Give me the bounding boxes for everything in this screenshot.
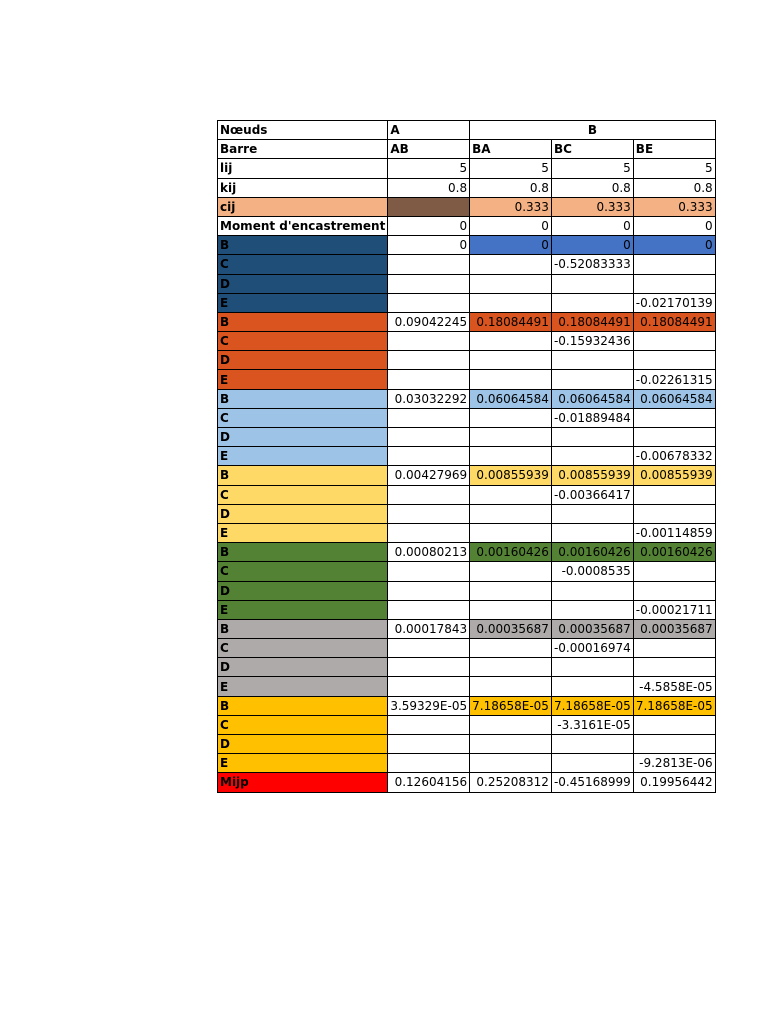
cell-ba[interactable]	[470, 523, 552, 542]
cell-bc[interactable]	[551, 274, 633, 293]
cell-be[interactable]: -0.00678332	[633, 447, 715, 466]
cell-ba[interactable]: 0.00855939	[470, 466, 552, 485]
cell-ab[interactable]: 0.09042245	[388, 312, 470, 331]
table-row	[218, 312, 716, 331]
cell-ab[interactable]	[388, 255, 470, 274]
row-label[interactable]: E	[218, 370, 388, 389]
moment-distribution-table	[217, 120, 716, 793]
cell-bc[interactable]: -3.3161E-05	[551, 715, 633, 734]
table-row	[218, 696, 716, 715]
cell-ba[interactable]: 0	[470, 236, 552, 255]
cell-bc[interactable]	[551, 447, 633, 466]
cell-be[interactable]	[633, 332, 715, 351]
cell-ba[interactable]: 7.18658E-05	[470, 696, 552, 715]
cell-bar-ab[interactable]: AB	[388, 140, 470, 159]
row-label[interactable]: C	[218, 485, 388, 504]
cell-be[interactable]	[633, 639, 715, 658]
row-label[interactable]: D	[218, 658, 388, 677]
cell-ab[interactable]	[388, 504, 470, 523]
row-label[interactable]: C	[218, 639, 388, 658]
cell-ab[interactable]: 0.12604156	[388, 773, 470, 792]
cell-ba[interactable]	[470, 715, 552, 734]
cell-ba[interactable]	[470, 735, 552, 754]
row-label[interactable]: E	[218, 754, 388, 773]
cell-ab[interactable]: 3.59329E-05	[388, 696, 470, 715]
cell-ab[interactable]	[388, 658, 470, 677]
cell-bc[interactable]	[551, 428, 633, 447]
row-label[interactable]: B	[218, 696, 388, 715]
row-label[interactable]: B	[218, 619, 388, 638]
cell-bc[interactable]: 0.00160426	[551, 543, 633, 562]
cell-ba[interactable]	[470, 428, 552, 447]
cell-bc[interactable]	[551, 600, 633, 619]
row-label[interactable]: D	[218, 274, 388, 293]
cell-be[interactable]: 0.00855939	[633, 466, 715, 485]
cell-ab[interactable]	[388, 581, 470, 600]
cell-be[interactable]: 0.00035687	[633, 619, 715, 638]
row-label[interactable]: D	[218, 504, 388, 523]
cell-be[interactable]	[633, 735, 715, 754]
header-row-bars	[218, 140, 716, 159]
cell-bc[interactable]: -0.00016974	[551, 639, 633, 658]
cell-ba[interactable]	[470, 408, 552, 427]
cell-bc[interactable]: -0.15932436	[551, 332, 633, 351]
cell-bc[interactable]	[551, 658, 633, 677]
cell-ba[interactable]	[470, 293, 552, 312]
cell-ab[interactable]: 0.8	[388, 178, 470, 197]
header-row-nodes	[218, 121, 716, 140]
row-label[interactable]: E	[218, 677, 388, 696]
cell-ba[interactable]: 0.06064584	[470, 389, 552, 408]
cell-ab[interactable]	[388, 293, 470, 312]
row-label[interactable]: B	[218, 236, 388, 255]
cell-be[interactable]: -0.02170139	[633, 293, 715, 312]
cell-bc[interactable]	[551, 351, 633, 370]
table-row	[218, 370, 716, 389]
cell-be[interactable]	[633, 274, 715, 293]
row-label[interactable]: B	[218, 389, 388, 408]
cell-be[interactable]: 0	[633, 216, 715, 235]
cell-ab[interactable]	[388, 600, 470, 619]
table-row	[218, 523, 716, 542]
cell-ab[interactable]	[388, 677, 470, 696]
cell-ba[interactable]: 0.00035687	[470, 619, 552, 638]
cell-be[interactable]: -0.00021711	[633, 600, 715, 619]
cell-be[interactable]: -0.02261315	[633, 370, 715, 389]
table-row	[218, 639, 716, 658]
cell-bar-be[interactable]: BE	[633, 140, 715, 159]
table-row	[218, 351, 716, 370]
cell-ab[interactable]: 0.03032292	[388, 389, 470, 408]
table-row	[218, 677, 716, 696]
cell-ba[interactable]: 0	[470, 216, 552, 235]
row-label[interactable]: E	[218, 293, 388, 312]
row-label[interactable]: D	[218, 428, 388, 447]
cell-bc[interactable]: 0.06064584	[551, 389, 633, 408]
table-row	[218, 773, 716, 792]
cell-ba[interactable]	[470, 639, 552, 658]
cell-be[interactable]	[633, 485, 715, 504]
cell-bc[interactable]: 0.8	[551, 178, 633, 197]
cell-ab[interactable]	[388, 351, 470, 370]
table-row	[218, 216, 716, 235]
table-row	[218, 619, 716, 638]
cell-be[interactable]: -0.00114859	[633, 523, 715, 542]
cell-node-a[interactable]: A	[388, 121, 470, 140]
cell-be[interactable]	[633, 428, 715, 447]
row-label[interactable]: E	[218, 600, 388, 619]
cell-be[interactable]: 0.00160426	[633, 543, 715, 562]
cell-bc[interactable]: 0.00855939	[551, 466, 633, 485]
cell-ba[interactable]	[470, 504, 552, 523]
cell-be[interactable]: 0	[633, 236, 715, 255]
cell-barre-label[interactable]: Barre	[218, 140, 388, 159]
cell-ba[interactable]	[470, 370, 552, 389]
cell-bc[interactable]: -0.0008535	[551, 562, 633, 581]
cell-ab[interactable]	[388, 370, 470, 389]
cell-ab[interactable]	[388, 274, 470, 293]
row-label[interactable]: D	[218, 735, 388, 754]
cell-be[interactable]	[633, 658, 715, 677]
cell-bc[interactable]: -0.52083333	[551, 255, 633, 274]
cell-node-b[interactable]: B	[470, 121, 716, 140]
table-row	[218, 293, 716, 312]
cell-ba[interactable]: 0.25208312	[470, 773, 552, 792]
row-label[interactable]: B	[218, 543, 388, 562]
cell-ab[interactable]	[388, 562, 470, 581]
cell-ba[interactable]	[470, 581, 552, 600]
table-row	[218, 504, 716, 523]
cell-ab[interactable]	[388, 408, 470, 427]
cell-ab[interactable]: 0.00017843	[388, 619, 470, 638]
row-label[interactable]: C	[218, 255, 388, 274]
cell-be[interactable]	[633, 255, 715, 274]
cell-bc[interactable]	[551, 370, 633, 389]
cell-ba[interactable]: 0.18084491	[470, 312, 552, 331]
cell-ab[interactable]	[388, 523, 470, 542]
cell-bar-bc[interactable]: BC	[551, 140, 633, 159]
cell-ba[interactable]	[470, 255, 552, 274]
cell-ab[interactable]: 0.00080213	[388, 543, 470, 562]
cell-ab[interactable]	[388, 197, 470, 216]
cell-bc[interactable]: 5	[551, 159, 633, 178]
cell-ab[interactable]: 0.00427969	[388, 466, 470, 485]
cell-bc[interactable]: 0.00035687	[551, 619, 633, 638]
cell-ab[interactable]: 5	[388, 159, 470, 178]
cell-bc[interactable]: -0.45168999	[551, 773, 633, 792]
row-label[interactable]: D	[218, 351, 388, 370]
row-label[interactable]: B	[218, 466, 388, 485]
table-row	[218, 408, 716, 427]
row-label[interactable]: Moment d'encastrement	[218, 216, 388, 235]
cell-ba[interactable]	[470, 754, 552, 773]
cell-ba[interactable]	[470, 562, 552, 581]
cell-ab[interactable]	[388, 715, 470, 734]
row-label[interactable]: E	[218, 447, 388, 466]
row-label[interactable]: C	[218, 715, 388, 734]
cell-bc[interactable]: 0	[551, 236, 633, 255]
cell-be[interactable]	[633, 351, 715, 370]
row-label[interactable]: C	[218, 332, 388, 351]
cell-ba[interactable]: 5	[470, 159, 552, 178]
table-row	[218, 715, 716, 734]
cell-bc[interactable]	[551, 523, 633, 542]
cell-ab[interactable]	[388, 485, 470, 504]
row-label[interactable]: B	[218, 312, 388, 331]
table-row	[218, 735, 716, 754]
table-row	[218, 197, 716, 216]
cell-be[interactable]	[633, 715, 715, 734]
cell-ba[interactable]	[470, 658, 552, 677]
cell-be[interactable]	[633, 562, 715, 581]
cell-bc[interactable]	[551, 677, 633, 696]
cell-ab[interactable]	[388, 332, 470, 351]
table-row	[218, 159, 716, 178]
table-row	[218, 447, 716, 466]
table-row	[218, 658, 716, 677]
cell-bc[interactable]	[551, 735, 633, 754]
cell-be[interactable]: -4.5858E-05	[633, 677, 715, 696]
cell-ab[interactable]	[388, 447, 470, 466]
cell-ab[interactable]	[388, 754, 470, 773]
table-row	[218, 236, 716, 255]
cell-be[interactable]: 0.06064584	[633, 389, 715, 408]
table-row	[218, 754, 716, 773]
cell-ab[interactable]	[388, 735, 470, 754]
cell-noeuds-label[interactable]: Nœuds	[218, 121, 388, 140]
row-label[interactable]: D	[218, 581, 388, 600]
row-label[interactable]: C	[218, 562, 388, 581]
cell-bc[interactable]: 0	[551, 216, 633, 235]
cell-ba[interactable]	[470, 600, 552, 619]
cell-be[interactable]: 0.8	[633, 178, 715, 197]
row-label[interactable]: E	[218, 523, 388, 542]
cell-ab[interactable]: 0	[388, 236, 470, 255]
cell-ab[interactable]: 0	[388, 216, 470, 235]
table-row	[218, 485, 716, 504]
table-row	[218, 562, 716, 581]
cell-ba[interactable]: 0.8	[470, 178, 552, 197]
cell-be[interactable]	[633, 504, 715, 523]
cell-be[interactable]: 5	[633, 159, 715, 178]
table-row	[218, 332, 716, 351]
cell-be[interactable]: -9.2813E-06	[633, 754, 715, 773]
cell-ba[interactable]	[470, 677, 552, 696]
row-label[interactable]: C	[218, 408, 388, 427]
cell-ab[interactable]	[388, 428, 470, 447]
table-row	[218, 274, 716, 293]
table-row	[218, 581, 716, 600]
cell-bc[interactable]	[551, 293, 633, 312]
cell-ba[interactable]: 0.333	[470, 197, 552, 216]
table-row	[218, 389, 716, 408]
cell-ba[interactable]	[470, 351, 552, 370]
cell-be[interactable]: 0.18084491	[633, 312, 715, 331]
table-row	[218, 178, 716, 197]
cell-ba[interactable]	[470, 485, 552, 504]
cell-be[interactable]: 0.333	[633, 197, 715, 216]
cell-bc[interactable]	[551, 754, 633, 773]
cell-bc[interactable]: 0.18084491	[551, 312, 633, 331]
cell-bc[interactable]	[551, 504, 633, 523]
cell-be[interactable]	[633, 581, 715, 600]
row-label[interactable]: cij	[218, 197, 388, 216]
cell-bc[interactable]: -0.00366417	[551, 485, 633, 504]
row-label[interactable]: Mijp	[218, 773, 388, 792]
cell-bc[interactable]: 7.18658E-05	[551, 696, 633, 715]
cell-bar-ba[interactable]: BA	[470, 140, 552, 159]
cell-bc[interactable]	[551, 581, 633, 600]
cell-ba[interactable]	[470, 447, 552, 466]
cell-ba[interactable]	[470, 332, 552, 351]
table-row	[218, 600, 716, 619]
cell-ab[interactable]	[388, 639, 470, 658]
row-label[interactable]: lij	[218, 159, 388, 178]
table-row	[218, 428, 716, 447]
cell-bc[interactable]: 0.333	[551, 197, 633, 216]
cell-ba[interactable]	[470, 274, 552, 293]
table-row	[218, 255, 716, 274]
table-row	[218, 543, 716, 562]
row-label[interactable]: kij	[218, 178, 388, 197]
cell-be[interactable]: 0.19956442	[633, 773, 715, 792]
cell-be[interactable]	[633, 408, 715, 427]
table-row	[218, 466, 716, 485]
cell-bc[interactable]: -0.01889484	[551, 408, 633, 427]
cell-be[interactable]: 7.18658E-05	[633, 696, 715, 715]
cell-ba[interactable]: 0.00160426	[470, 543, 552, 562]
